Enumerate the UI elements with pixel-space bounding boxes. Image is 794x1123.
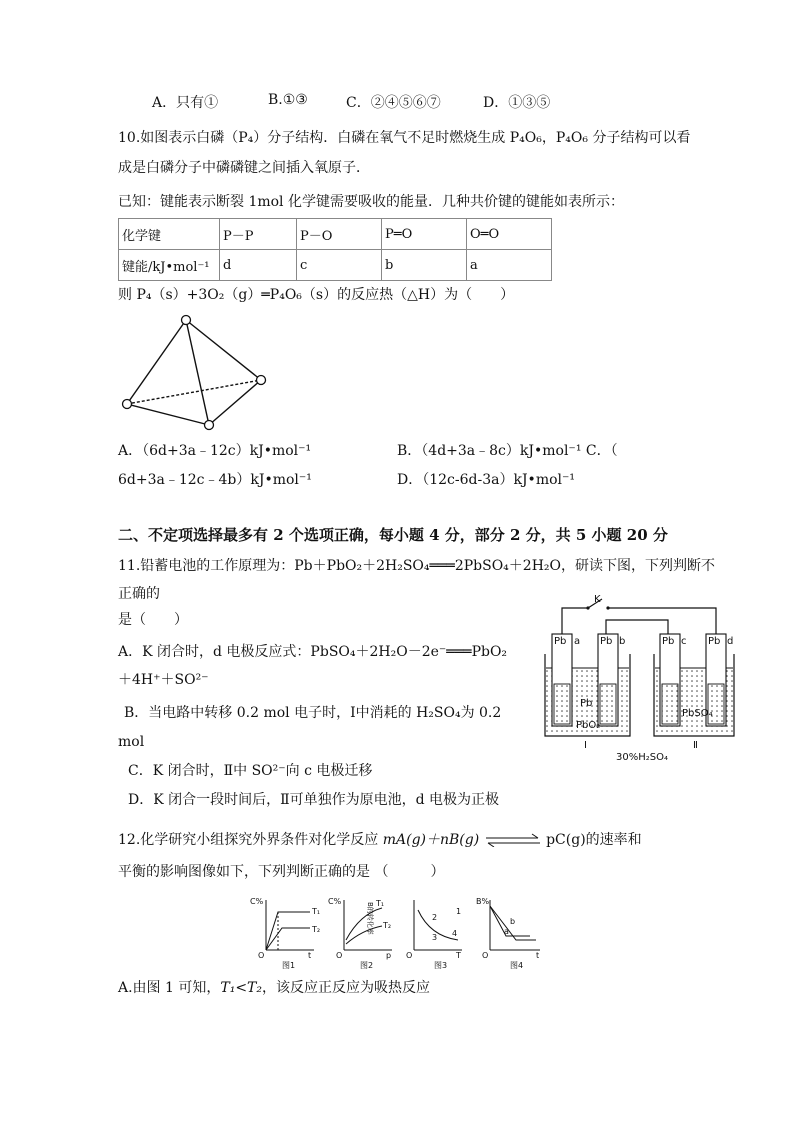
g2-origin: O — [336, 951, 343, 960]
electrode-label: Pb — [600, 636, 613, 647]
electrolyte-label: 30%H₂SO₄ — [616, 752, 668, 763]
electrode-letter: a — [574, 636, 581, 647]
q11-text-line3: 是（ ） — [118, 612, 188, 628]
g1-ylabel: C% — [250, 897, 264, 906]
q12-graphs-figure — [246, 892, 560, 972]
g1-caption: 图1 — [282, 961, 296, 970]
q11-text-line1: 11.铅蓄电池的工作原理为：Pb＋PbO₂＋2H₂SO₄═══2PbSO₄＋2H₂O，研读下图，下列判断不 — [118, 558, 715, 574]
electrode-label: Pb — [662, 636, 675, 647]
electrode-label: Pb — [554, 636, 567, 647]
g3-point-3: 3 — [432, 933, 438, 942]
g2-t2: T₂ — [383, 921, 392, 930]
q11-text-line2: 正确的 — [118, 586, 160, 602]
table-cell: P═O — [382, 219, 467, 250]
section-heading: 二、不定项选择最多有 2 个选项正确，每小题 4 分，部分 2 分，共 5 小题 20 分 — [118, 526, 668, 544]
electrode-label: Pb — [708, 636, 721, 647]
g1-xlabel: t — [308, 951, 312, 960]
table-row — [119, 250, 552, 281]
p4-tetrahedron-figure — [118, 312, 278, 432]
table-cell: P－O — [297, 219, 382, 250]
table-cell: O═O — [467, 219, 552, 250]
g2-t1: T₁ — [376, 899, 385, 908]
q10-text-line3: 已知：键能表示断裂 1mol 化学键需要吸收的能量．几种共价键的键能如表所示： — [118, 194, 624, 210]
g2-xlabel: p — [386, 951, 392, 960]
q9-option-c: C．②④⑤⑥⑦ — [346, 95, 441, 111]
g1-t1: T₁ — [312, 907, 321, 916]
reaction-products: pC(g)的速率和 — [546, 832, 642, 848]
g3-point-2: 2 — [432, 913, 438, 922]
q12-option-a — [118, 978, 430, 998]
electrode-letter: c — [681, 636, 687, 647]
g3-caption: 图3 — [434, 961, 448, 970]
q9-option-d: D．①③⑤ — [483, 95, 551, 111]
q12-option-a-suffix: ，该反应正反应为吸热反应 — [262, 980, 431, 996]
q11-option-a-cont: ＋4H⁺＋SO²⁻ — [118, 672, 209, 688]
q10-text-line2: 成是白磷分子中磷磷键之间插入氧原子． — [118, 160, 370, 176]
cell-2-label: Ⅱ — [693, 740, 698, 751]
g3-point-4: 4 — [452, 929, 458, 938]
pb-plate-label: Pb — [580, 698, 593, 709]
q11-option-d: D．K 闭合一段时间后，Ⅱ可单独作为原电池，d 电极为正极 — [128, 792, 500, 808]
q12-option-a-prefix: A.由图 1 可知， — [118, 980, 221, 996]
q10-question: 则 P₄（s）+3O₂（g）═P₄O₆（s）的反应热（△H）为（ ） — [118, 287, 515, 303]
table-cell: c — [297, 250, 382, 281]
g3-ylabel: B的转化率 — [366, 902, 374, 935]
table-cell: P－P — [220, 219, 297, 250]
q9-option-a: A．只有① — [152, 95, 219, 111]
lead-acid-battery-figure — [540, 594, 738, 764]
g1-origin: O — [258, 951, 265, 960]
equilibrium-arrow-icon — [484, 833, 542, 847]
cell-1-label: Ⅰ — [584, 740, 587, 751]
bond-energy-table — [118, 218, 552, 281]
table-cell: a — [467, 250, 552, 281]
q9-option-b: B.①③ — [268, 92, 308, 108]
table-row — [119, 219, 552, 250]
pbo2-label: PbO₂ — [576, 720, 601, 731]
g4-origin: O — [482, 951, 489, 960]
q12-option-a-condition: T₁<T₂ — [220, 980, 263, 996]
g4-label-a: a — [504, 927, 509, 936]
g1-t2: T₂ — [312, 925, 321, 934]
reaction-reactants: mA(g)＋nB(g) — [382, 832, 480, 848]
g2-caption: 图2 — [360, 961, 374, 970]
q11-option-b: B．当电路中转移 0.2 mol 电子时，Ⅰ中消耗的 H₂SO₄为 0.2 — [124, 705, 502, 721]
q12-text-line2: 平衡的影响图像如下，下列判断正确的是 （ ） — [118, 864, 445, 880]
table-cell: d — [220, 250, 297, 281]
q10-text-line1: 10.如图表示白磷（P₄）分子结构．白磷在氧气不足时燃烧生成 P₄O₆，P₄O₆ 分子结构可以看 — [118, 130, 691, 146]
electrode-letter: b — [619, 636, 626, 647]
q10-option-d: D．（12c-6d-3a）kJ•mol⁻¹ — [397, 472, 576, 488]
electrode-letter: d — [727, 636, 734, 647]
q11-option-b-cont: mol — [118, 734, 145, 750]
q10-option-c: 6d+3a﹣12c﹣4b）kJ•mol⁻¹ — [118, 472, 312, 488]
g3-xlabel: T — [456, 951, 461, 960]
g2-ylabel: C% — [328, 897, 342, 906]
pbso4-label: PbSO₄ — [682, 708, 713, 719]
g4-ylabel: B% — [476, 897, 490, 906]
table-cell: 化学键 — [119, 219, 220, 250]
g4-label-b: b — [510, 917, 516, 926]
q11-option-c: C．K 闭合时，Ⅱ中 SO²⁻向 c 电极迁移 — [128, 763, 373, 779]
table-cell: 键能/kJ•mol⁻¹ — [119, 250, 220, 281]
table-cell: b — [382, 250, 467, 281]
g3-point-1: 1 — [456, 907, 462, 916]
q10-option-b: B．（4d+3a﹣8c）kJ•mol⁻¹ C．（ — [397, 443, 618, 459]
g4-xlabel: t — [536, 951, 540, 960]
switch-label: K — [594, 594, 601, 605]
q12-text-line1 — [118, 830, 642, 850]
q12-text-prefix: 12.化学研究小组探究外界条件对化学反应 — [118, 832, 383, 848]
q10-option-a: A．（6d+3a﹣12c）kJ•mol⁻¹ — [118, 443, 312, 459]
g3-origin: O — [406, 951, 413, 960]
g4-caption: 图4 — [510, 961, 524, 970]
q11-option-a: A．K 闭合时，d 电极反应式：PbSO₄＋2H₂O－2e⁻═══PbO₂ — [118, 644, 508, 660]
